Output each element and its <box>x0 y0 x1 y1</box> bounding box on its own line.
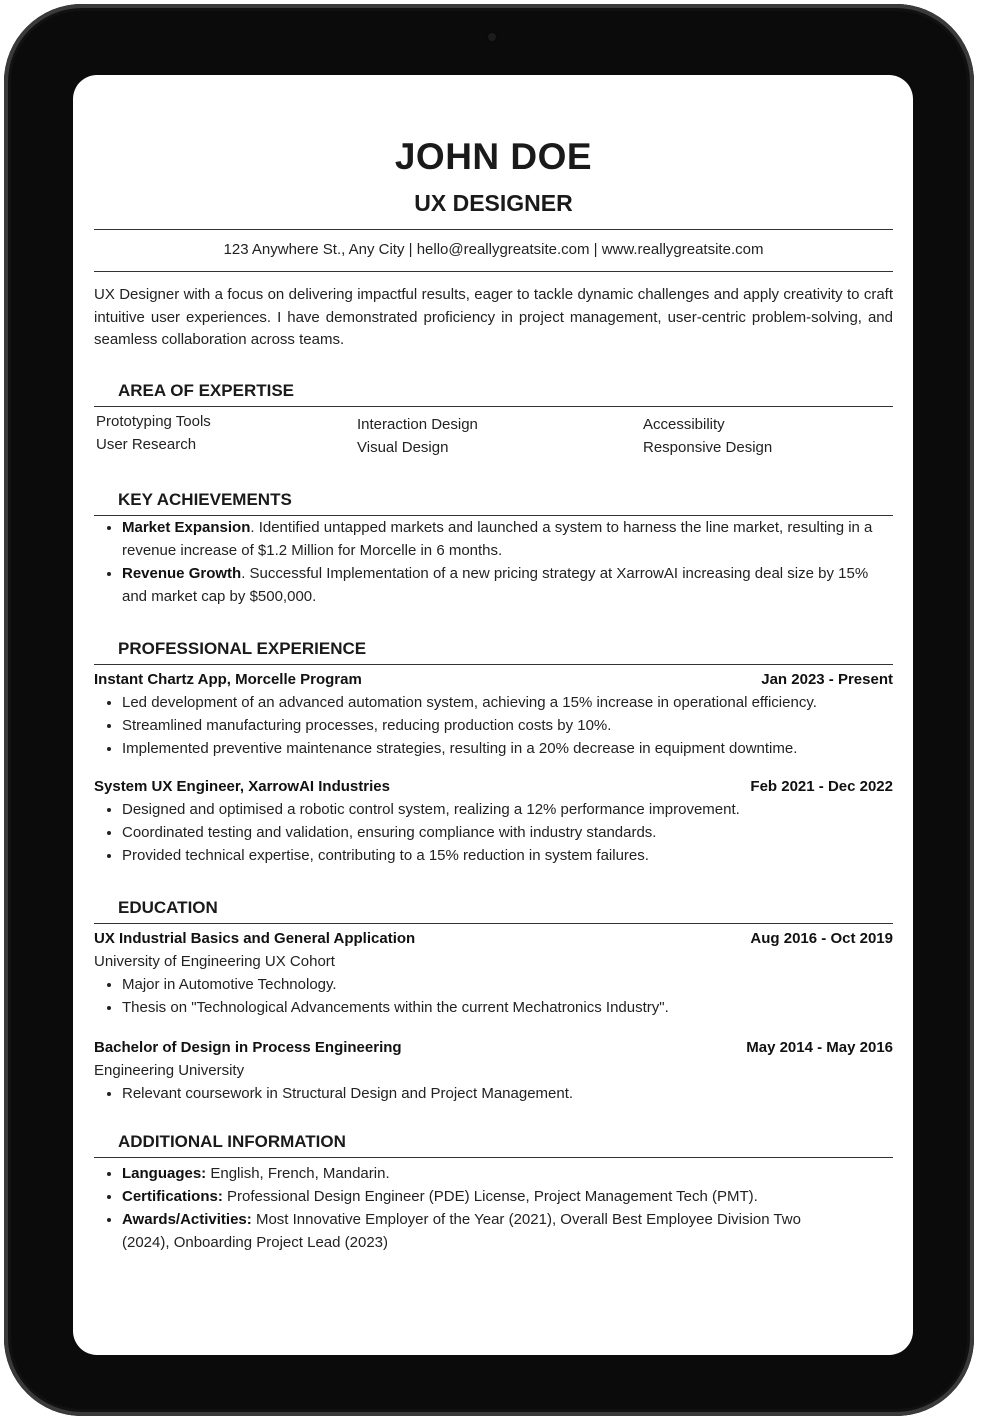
expertise-column <box>96 410 211 456</box>
achievement-label: Revenue Growth <box>122 564 242 582</box>
education-entry <box>94 1037 893 1105</box>
education-section <box>94 897 893 1105</box>
experience-section <box>94 638 893 867</box>
job-bullets <box>94 798 893 867</box>
section-title: PROFESSIONAL EXPERIENCE <box>118 638 367 658</box>
contact-line: 123 Anywhere St., Any City | hello@reallygreatsite.com | www.reallygreatsite.com <box>223 241 764 258</box>
achievement-label: Market Expansion <box>122 518 251 536</box>
divider <box>94 271 893 272</box>
list-item: • Major in Automotive Technology. <box>122 973 893 996</box>
expertise-item: Responsive Design <box>643 438 773 456</box>
screen[interactable] <box>73 75 913 1355</box>
list-item: • Designed and optimised a robotic control system, realizing a 12% performance improvement. <box>122 798 893 821</box>
list-item: • Relevant coursework in Structural Design and Project Management. <box>122 1082 893 1105</box>
job-header <box>94 776 893 798</box>
expertise-section <box>94 380 893 457</box>
achievement-text: . Identified untapped markets and launched a system to harness the line market, resulting in a revenue increase of $1.2 Million for Morcelle in 6 months. <box>122 518 873 559</box>
education-dates: May 2014 - May 2016 <box>746 1038 893 1056</box>
info-text: Most Innovative Employer of the Year (2021), Overall Best Employee Division Two (2024), Onboarding Project Lead (2023) <box>122 1210 801 1251</box>
candidate-role: UX DESIGNER <box>414 190 573 216</box>
list-item <box>122 1208 893 1254</box>
section-title: EDUCATION <box>118 897 218 917</box>
info-label: Certifications: <box>122 1187 223 1205</box>
education-header <box>94 1037 893 1059</box>
list-item <box>122 516 893 562</box>
section-divider <box>94 664 893 665</box>
degree-title: Bachelor of Design in Process Engineering <box>94 1038 402 1056</box>
expertise-item: User Research <box>96 435 197 453</box>
section-divider <box>94 923 893 924</box>
expertise-item: Interaction Design <box>357 415 478 433</box>
camera-icon <box>485 30 499 44</box>
candidate-name: JOHN DOE <box>394 136 593 177</box>
additional-section <box>94 1131 893 1254</box>
info-text: English, French, Mandarin. <box>206 1164 390 1182</box>
info-label: Languages: <box>122 1164 207 1182</box>
education-bullets <box>94 1082 893 1105</box>
achievements-section <box>94 489 893 608</box>
list-item: • Coordinated testing and validation, ensuring compliance with industry standards. <box>122 821 893 844</box>
school-name: Engineering University <box>94 1061 245 1079</box>
expertise-grid <box>94 407 893 457</box>
list-item <box>122 1185 893 1208</box>
volume-button <box>96 4 154 8</box>
job-dates: Jan 2023 - Present <box>761 670 893 688</box>
section-title: KEY ACHIEVEMENTS <box>118 489 292 509</box>
tablet-frame <box>4 4 974 1416</box>
expertise-item: Visual Design <box>357 438 449 456</box>
summary: UX Designer with a focus on delivering impactful results, eager to tackle dynamic challenges and apply creativity to craft intuitive user experiences. I have demonstrated proficiency in project management, user-centric problem-solving, and seamless collaboration across teams. <box>94 286 893 348</box>
job-header <box>94 669 893 691</box>
section-title: AREA OF EXPERTISE <box>118 380 295 400</box>
education-bullets <box>94 973 893 1019</box>
list-item: • Provided technical expertise, contributing to a 15% reduction in system failures. <box>122 844 893 867</box>
school-name: University of Engineering UX Cohort <box>94 952 335 970</box>
section-divider <box>94 1157 893 1158</box>
volume-button <box>164 4 222 8</box>
job-dates: Feb 2021 - Dec 2022 <box>750 777 893 795</box>
achievements-list <box>94 516 893 608</box>
info-label: Awards/Activities: <box>122 1210 252 1228</box>
job-title: Instant Chartz App, Morcelle Program <box>94 670 362 688</box>
degree-title: UX Industrial Basics and General Application <box>94 929 416 947</box>
education-entry <box>94 928 893 1019</box>
list-item: • Thesis on "Technological Advancements within the current Mechatronics Industry". <box>122 996 893 1019</box>
list-item: • Implemented preventive maintenance strategies, resulting in a 20% decrease in equipment downtime. <box>122 737 893 760</box>
job-entry <box>94 669 893 760</box>
list-item <box>122 562 893 608</box>
list-item: • Streamlined manufacturing processes, reducing production costs by 10%. <box>122 714 893 737</box>
info-text: Professional Design Engineer (PDE) License, Project Management Tech (PMT). <box>222 1187 758 1205</box>
section-title: ADDITIONAL INFORMATION <box>118 1131 346 1151</box>
list-item <box>122 1162 893 1185</box>
expertise-column <box>357 413 478 459</box>
achievement-text: . Successful Implementation of a new pricing strategy at XarrowAI increasing deal size by 15% and market cap by $500,000. <box>122 564 869 605</box>
additional-list <box>94 1162 893 1254</box>
list-item: • Led development of an advanced automation system, achieving a 15% increase in operational efficiency. <box>122 691 893 714</box>
education-header <box>94 928 893 950</box>
resume-page <box>94 75 893 1254</box>
expertise-item: Prototyping Tools <box>96 412 211 430</box>
education-dates: Aug 2016 - Oct 2019 <box>750 929 893 947</box>
job-title: System UX Engineer, XarrowAI Industries <box>94 777 390 795</box>
power-button <box>764 4 844 8</box>
expertise-column <box>643 413 772 459</box>
job-entry <box>94 776 893 867</box>
expertise-item: Accessibility <box>643 415 725 433</box>
job-bullets <box>94 691 893 760</box>
